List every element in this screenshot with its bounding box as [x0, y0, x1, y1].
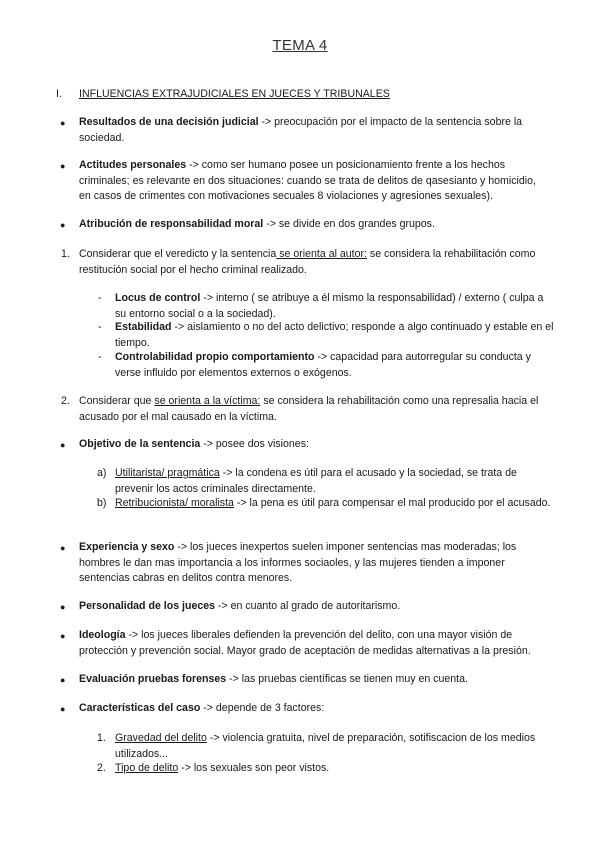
page-title: TEMA 4	[272, 37, 328, 54]
numbered-term: Tipo de delito	[115, 762, 179, 774]
dash-text: -> aislamiento o no del acto delictivo; responde a algo continuado y estable en el tiempo.	[115, 321, 554, 349]
lettered-text: -> la condena es útil para el acusado y la sociedad, se trata de prevenir los actos criminales directamente.	[115, 467, 517, 495]
numbered-text: Considerar que	[79, 395, 155, 407]
numbered-item-autor	[79, 247, 557, 278]
bullet-icon: ●	[60, 704, 66, 714]
dash-text: -> capacidad para autorregular su conducta y verse influido por elementos externos o exógenos.	[115, 351, 531, 379]
bullet-item-ideologia	[79, 628, 557, 659]
bullet-icon: ●	[60, 440, 66, 450]
numbered-text: se considera la rehabilitación como una represalia hacia el acusado por el mal causado en la víctima.	[79, 395, 539, 423]
dash-term: Estabilidad	[115, 321, 172, 333]
bullet-text: -> los jueces liberales defienden la prevención del delito, con una mayor visión de protección y prevención social. Mayor grado de aceptación de medidas alternativas a la presión.	[79, 629, 531, 657]
dash-term: Controlabilidad propio comportamiento	[115, 351, 315, 363]
bullet-text: -> preocupación por el impacto de la sentencia sobre la sociedad.	[79, 116, 523, 144]
bullet-text: -> posee dos visiones:	[200, 438, 309, 450]
numbered-text: -> violencia gratuita, nivel de preparación, sotifiscacion de los medios utilizados...	[115, 732, 536, 760]
numbered-text: se considera la rehabilitación como restitución social por el hecho criminal realizado.	[79, 248, 536, 276]
letter-marker: b)	[97, 497, 107, 509]
numbered-underlined: se orienta al autor:	[276, 248, 367, 260]
dash-item-locus	[115, 291, 557, 322]
bullet-item-actitudes	[79, 158, 549, 205]
bullet-icon: ●	[60, 602, 66, 612]
bullet-item-personalidad	[79, 599, 549, 615]
numbered-underlined: se orienta a la víctima:	[154, 395, 261, 407]
bullet-term: Personalidad de los jueces	[79, 600, 216, 612]
dash-text: -> interno ( se atribuye a él mismo la responsabilidad) / externo ( culpa a su entorno social o a la sociedad).	[115, 292, 544, 320]
bullet-term: Resultados de una decisión judicial	[79, 116, 259, 128]
numbered-item-victima	[79, 394, 557, 425]
bullet-icon: ●	[60, 675, 66, 685]
lettered-term: Utilitarista/ pragmática	[115, 467, 220, 479]
bullet-item-resultados	[79, 115, 549, 146]
list-number: 1.	[97, 732, 106, 744]
bullet-icon: ●	[60, 631, 66, 641]
bullet-term: Actitudes personales	[79, 159, 187, 171]
bullet-term: Objetivo de la sentencia	[79, 438, 201, 450]
dash-marker: -	[98, 321, 102, 333]
dash-item-controlabilidad	[115, 350, 557, 381]
numbered-text: Considerar que el veredicto y la sentencia	[79, 248, 277, 260]
bullet-term: Experiencia y sexo	[79, 541, 175, 553]
numbered-item-tipo	[115, 761, 557, 777]
letter-marker: a)	[97, 467, 107, 479]
bullet-text: -> en cuanto al grado de autoritarismo.	[215, 600, 401, 612]
bullet-icon: ●	[60, 543, 66, 553]
section-heading: INFLUENCIAS EXTRAJUDICIALES EN JUECES Y TRIBUNALES	[79, 88, 390, 100]
bullet-text: -> como ser humano posee un posicionamiento frente a los hechos criminales; es relevante en dos situaciones: cuando se trata de delitos de qasesianto y homicidio, en casos de crimentes con motivaciones secuales 8 violaciones y agresiones sexuales).	[79, 159, 536, 202]
section-numeral: I.	[56, 88, 62, 100]
bullet-text: -> depende de 3 factores:	[200, 702, 325, 714]
bullet-item-atribucion	[79, 217, 549, 233]
numbered-term: Gravedad del delito	[115, 732, 207, 744]
bullet-icon: ●	[60, 118, 66, 128]
numbered-text: -> los sexuales son peor vistos.	[178, 762, 330, 774]
bullet-term: Características del caso	[79, 702, 201, 714]
bullet-item-objetivo	[79, 437, 549, 453]
lettered-text: -> la pena es útil para compensar el mal producido por el acusado.	[233, 497, 551, 509]
numbered-item-gravedad	[115, 731, 557, 762]
bullet-item-caracteristicas	[79, 701, 549, 717]
dash-marker: -	[98, 292, 102, 304]
dash-item-estabilidad	[115, 320, 557, 351]
bullet-term: Evaluación pruebas forenses	[79, 673, 227, 685]
bullet-text: -> se divide en dos grandes grupos.	[263, 218, 435, 230]
bullet-item-experiencia	[79, 540, 557, 587]
bullet-item-evaluacion	[79, 672, 549, 688]
bullet-icon: ●	[60, 161, 66, 171]
bullet-text: -> los jueces inexpertos suelen imponer sentencias mas moderadas; los hombres le dan mas importancia a los informes sociaoles, y las mujeres tienden a imponer sentencias cabras en delitos contra menores.	[79, 541, 517, 584]
dash-marker: -	[98, 351, 102, 363]
list-number: 2.	[61, 395, 70, 407]
lettered-term: Retribucionista/ moralista	[115, 497, 234, 509]
bullet-term: Ideología	[79, 629, 126, 641]
list-number: 1.	[61, 248, 70, 260]
dash-term: Locus de control	[115, 292, 201, 304]
bullet-term: Atribución de responsabilidad moral	[79, 218, 264, 230]
bullet-text: -> las pruebas científicas se tienen muy en cuenta.	[226, 673, 468, 685]
list-number: 2.	[97, 762, 106, 774]
bullet-icon: ●	[60, 220, 66, 230]
lettered-item-retribucionista	[115, 496, 557, 512]
lettered-item-utilitarista	[115, 466, 557, 497]
